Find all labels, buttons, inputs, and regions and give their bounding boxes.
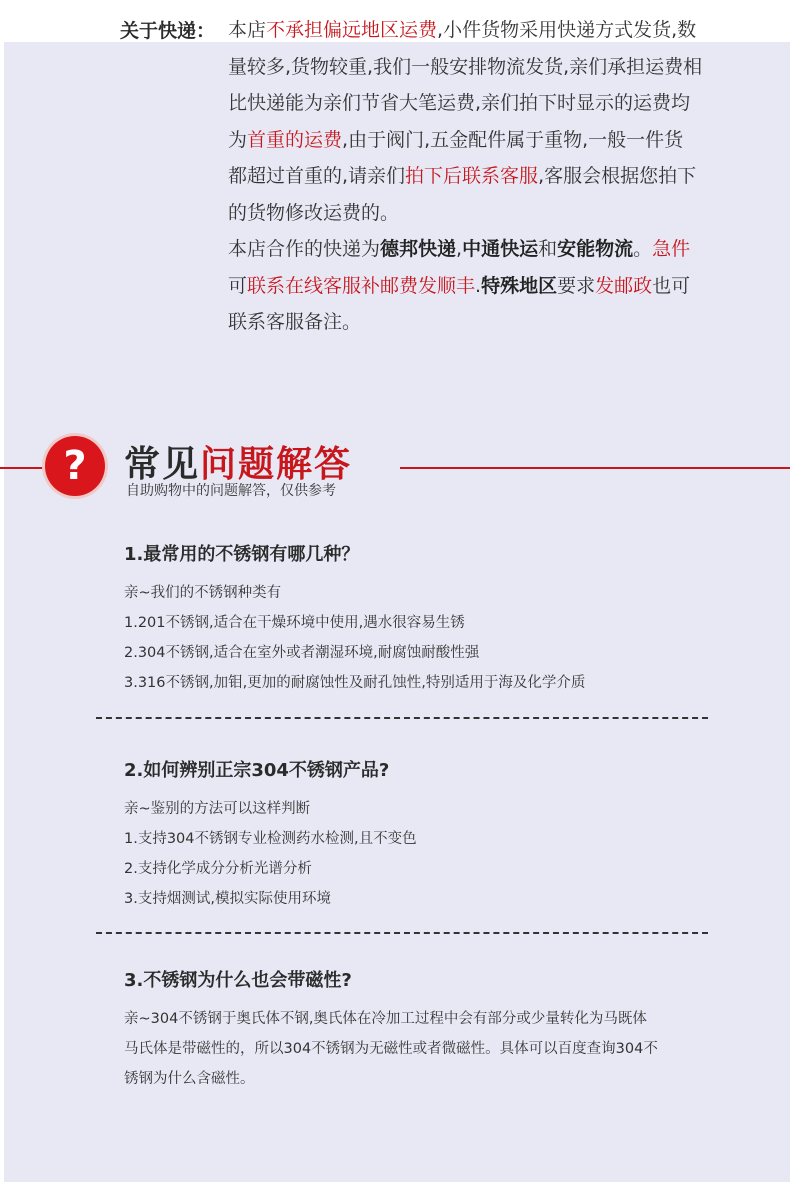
faq-answer-line: 亲~304不锈钢于奥氏体不钢,奥氏体在冷加工过程中会有部分或少量转化为马既体 [124,1011,647,1027]
shipping-text: 比快递能为亲们节省大笔运费,亲们拍下时显示的运费均 [228,92,691,114]
shipping-text: ,客服会根据您拍下 [538,165,697,187]
faq-answer-line: 锈钢为什么含磁性。 [124,1071,255,1087]
shipping-text: , [456,238,463,260]
highlight-text: 不承担偏远地区运费 [266,19,438,41]
shipping-text: 也可 [652,274,691,297]
shipping-text: ,由于阀门,五金配件属于重物,一般一件货 [342,128,684,151]
faq-answer-line: 2.304不锈钢,适合在室外或者潮湿环境,耐腐蚀耐酸性强 [124,645,480,661]
shipping-line [228,12,748,49]
highlight-text: 联系在线客服补邮费发顺丰 [247,274,476,297]
highlight-text: 拍下后联系客服 [405,165,539,187]
highlight-text: 急件 [652,238,691,260]
dashed-divider [96,932,708,934]
shipping-body [228,12,748,341]
shipping-line [228,122,748,159]
shipping-text: 量较多,货物较重,我们一般安排物流发货,亲们承担运费相 [228,55,703,78]
faq-answer-line: 1.201不锈钢,适合在干燥环境中使用,遇水很容易生锈 [124,615,465,631]
highlight-text: 首重的运费 [247,128,343,151]
dashed-divider [96,717,708,719]
faq-question: 2.如何辨别正宗304不锈钢产品? [124,760,390,781]
shipping-line [228,268,748,305]
faq-answer-line: 2.支持化学成分分析光谱分析 [124,861,312,877]
shipping-text: 为 [228,128,248,151]
shipping-text: ,小件货物采用快递方式发货,数 [437,19,697,41]
faq-item-1 [124,540,744,698]
shipping-text: 本店 [228,19,267,41]
faq-question: 1.最常用的不锈钢有哪几种？ [124,544,360,565]
faq-header [0,424,790,504]
faq-answer-line: 马氏体是带磁性的，所以304不锈钢为无磁性或者微磁性。具体可以百度查询304不 [124,1041,658,1057]
shipping-line [228,195,748,232]
shipping-text: 都超过首重的,请亲们 [228,165,406,187]
shipping-text: 要求 [557,274,596,297]
faq-title-black: 常见 [124,444,201,485]
bold-text: 特殊地区 [481,274,558,297]
shipping-text: 本店合作的快递为 [228,238,381,260]
faq-item-2 [124,756,744,914]
shipping-line [228,85,748,122]
faq-subtitle: 自助购物中的问题解答，仅供参考 [126,483,336,499]
shipping-text: 和 [538,238,558,260]
bold-text: 德邦快递 [380,238,457,260]
shipping-text: 可 [228,274,248,297]
faq-answer-line: 亲~我们的不锈钢种类有 [124,585,282,601]
bold-text: 安能物流 [557,238,634,260]
shipping-heading: 关于快递： [120,20,216,42]
faq-title-red: 问题解答 [200,444,353,485]
shipping-line [228,49,748,86]
shipping-text: . [475,274,482,297]
highlight-text: 发邮政 [595,274,653,297]
header-rule-right [400,467,790,469]
faq-answer-line: 1.支持304不锈钢专业检测药水检测,且不变色 [124,831,417,847]
question-mark-icon: ? [45,436,105,496]
bold-text: 中通快运 [462,238,539,260]
faq-answer-line: 3.支持烟测试,模拟实际使用环境 [124,891,331,907]
faq-answer-line: 3.316不锈钢,加钼,更加的耐腐蚀性及耐孔蚀性,特别适用于海及化学介质 [124,675,586,691]
shipping-line [228,158,748,195]
shipping-line [228,304,748,341]
faq-answer-line: 亲~鉴别的方法可以这样判断 [124,801,311,817]
shipping-text: 联系客服备注。 [228,311,362,333]
shipping-text: 的货物修改运费的。 [228,201,400,224]
faq-item-3 [124,966,744,1094]
faq-question: 3.不锈钢为什么也会带磁性? [124,970,352,991]
shipping-text: 。 [633,238,653,260]
shipping-line [228,231,748,268]
